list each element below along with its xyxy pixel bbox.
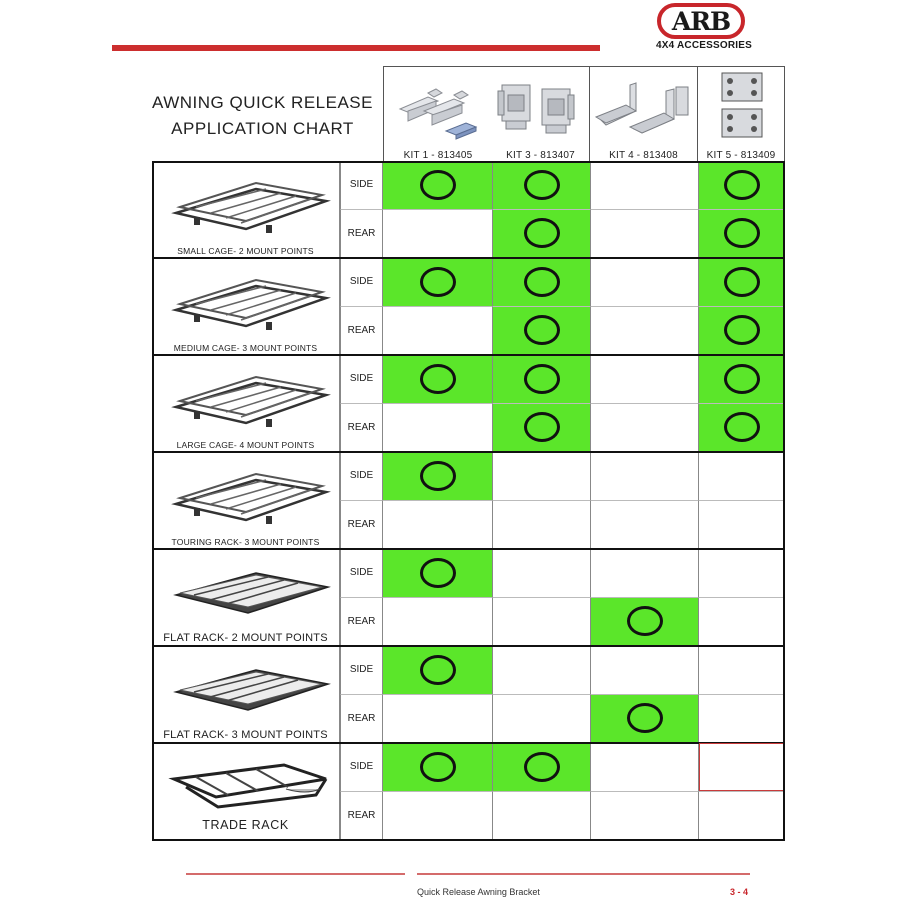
rack-label: TOURING RACK- 3 MOUNT POINTS — [171, 537, 320, 547]
roof-rack-icon — [166, 458, 336, 530]
fitment-cell — [493, 258, 591, 307]
fitment-cell — [699, 646, 785, 695]
fitment-cell — [493, 452, 591, 501]
page-number: 3 - 4 — [730, 887, 749, 897]
fitment-cell — [699, 792, 785, 841]
fitment-cell — [383, 695, 493, 744]
table-row — [340, 210, 785, 259]
fit-circle-icon — [524, 752, 560, 782]
kit-label: KIT 5 - 813409 — [706, 150, 776, 161]
fitment-cell — [493, 307, 591, 356]
mount-position-label: SIDE — [340, 161, 383, 210]
kit-5-bracket-icon — [698, 71, 785, 143]
mount-position-label: REAR — [340, 307, 383, 356]
fit-circle-icon — [724, 170, 760, 200]
fitment-cell — [699, 452, 785, 501]
rack-label: LARGE CAGE- 4 MOUNT POINTS — [176, 440, 315, 450]
header-rule — [112, 45, 600, 51]
fitment-cell — [493, 355, 591, 404]
rack-cell — [152, 355, 340, 452]
fit-circle-icon — [724, 218, 760, 248]
rack-label: FLAT RACK- 3 MOUNT POINTS — [163, 729, 328, 741]
logo-subtitle: 4X4 ACCESSORIES — [656, 40, 752, 51]
mount-position-label: SIDE — [340, 452, 383, 501]
fitment-cell — [699, 258, 785, 307]
fitment-cell — [591, 258, 699, 307]
rack-label: FLAT RACK- 2 MOUNT POINTS — [163, 632, 328, 644]
fit-circle-icon — [524, 267, 560, 297]
roof-rack-icon — [166, 264, 336, 336]
table-row — [340, 404, 785, 453]
fitment-cell — [699, 355, 785, 404]
rack-cell — [152, 258, 340, 355]
fit-circle-icon — [420, 558, 456, 588]
group-divider — [152, 742, 785, 744]
rack-cell — [152, 161, 340, 258]
fitment-cell — [591, 161, 699, 210]
table-row — [340, 549, 785, 598]
fitment-cell — [699, 307, 785, 356]
fitment-cell — [493, 695, 591, 744]
table-row — [340, 792, 785, 841]
fit-circle-icon — [724, 315, 760, 345]
group-divider — [152, 548, 785, 550]
fitment-cell — [699, 210, 785, 259]
kit-4-bracket-icon — [590, 71, 698, 143]
fit-circle-icon — [524, 170, 560, 200]
fit-circle-icon — [524, 315, 560, 345]
fitment-cell — [591, 549, 699, 598]
roof-rack-icon — [166, 555, 336, 627]
table-row — [340, 258, 785, 307]
roof-rack-icon — [166, 652, 336, 724]
table-row — [340, 452, 785, 501]
fitment-cell — [383, 646, 493, 695]
fit-circle-icon — [724, 267, 760, 297]
fitment-cell — [383, 161, 493, 210]
fitment-cell — [383, 598, 493, 647]
table-row — [340, 695, 785, 744]
rack-cell — [152, 743, 340, 840]
fitment-cell — [493, 210, 591, 259]
fitment-cell — [383, 743, 493, 792]
fitment-cell — [591, 307, 699, 356]
fitment-cell — [383, 258, 493, 307]
fitment-cell — [493, 404, 591, 453]
fitment-cell — [591, 501, 699, 550]
kit-label: KIT 1 - 813405 — [403, 150, 473, 161]
group-divider — [152, 451, 785, 453]
fitment-cell — [699, 598, 785, 647]
kit-label: KIT 3 - 813407 — [506, 150, 575, 161]
roof-rack-icon — [166, 167, 336, 239]
rack-label: SMALL CAGE- 2 MOUNT POINTS — [177, 246, 314, 256]
mount-position-label: REAR — [340, 501, 383, 550]
fitment-cell — [699, 161, 785, 210]
roof-rack-icon — [166, 749, 336, 821]
fitment-cell — [591, 646, 699, 695]
table-row — [340, 598, 785, 647]
fit-circle-icon — [420, 461, 456, 491]
rack-cell — [152, 452, 340, 549]
fit-circle-icon — [420, 267, 456, 297]
fitment-cell — [591, 598, 699, 647]
kit-header-1 — [383, 66, 493, 161]
fit-circle-icon — [524, 218, 560, 248]
mount-position-label: REAR — [340, 598, 383, 647]
kit-header-5 — [698, 66, 785, 161]
mount-position-label: SIDE — [340, 258, 383, 307]
page-title — [150, 90, 375, 142]
fitment-cell — [699, 404, 785, 453]
fit-circle-icon — [420, 655, 456, 685]
fitment-cell — [383, 210, 493, 259]
fitment-cell — [493, 598, 591, 647]
roof-rack-icon — [166, 361, 336, 433]
fit-circle-icon — [420, 752, 456, 782]
table-row — [340, 501, 785, 550]
fit-circle-icon — [524, 364, 560, 394]
fitment-cell — [383, 355, 493, 404]
kit-label: KIT 4 - 813408 — [609, 150, 678, 161]
mount-position-label: SIDE — [340, 646, 383, 695]
fitment-cell — [493, 549, 591, 598]
mount-position-label: REAR — [340, 792, 383, 841]
table-row — [340, 355, 785, 404]
kit-3-bracket-icon — [492, 71, 590, 143]
footer-rule-right — [417, 873, 750, 875]
fit-circle-icon — [627, 606, 663, 636]
fit-circle-icon — [724, 364, 760, 394]
fitment-cell — [493, 501, 591, 550]
fitment-cell — [383, 452, 493, 501]
title-line-1: AWNING QUICK RELEASE — [152, 93, 373, 112]
mount-position-label: REAR — [340, 210, 383, 259]
rack-label: MEDIUM CAGE- 3 MOUNT POINTS — [173, 343, 318, 353]
fit-circle-icon — [724, 412, 760, 442]
fitment-cell — [591, 355, 699, 404]
rack-cell — [152, 646, 340, 743]
arb-logo — [657, 3, 745, 39]
fitment-cell — [699, 501, 785, 550]
fitment-cell — [493, 161, 591, 210]
mount-position-label: REAR — [340, 404, 383, 453]
mount-position-label: SIDE — [340, 355, 383, 404]
fitment-cell — [493, 792, 591, 841]
rack-cell — [152, 549, 340, 646]
empty-marker-box — [699, 743, 785, 791]
logo-text: ARB — [671, 6, 731, 36]
rack-label: TRADE RACK — [202, 818, 289, 832]
mount-position-label: SIDE — [340, 743, 383, 792]
fit-circle-icon — [420, 364, 456, 394]
title-line-2: APPLICATION CHART — [171, 119, 354, 138]
group-divider — [152, 257, 785, 259]
kit-1-bracket-icon — [384, 71, 494, 143]
mount-position-label: SIDE — [340, 549, 383, 598]
fitment-cell — [383, 404, 493, 453]
footer-rule-left — [186, 873, 405, 875]
mount-position-label: REAR — [340, 695, 383, 744]
fitment-cell — [591, 695, 699, 744]
fitment-cell — [591, 452, 699, 501]
fit-circle-icon — [524, 412, 560, 442]
group-divider — [152, 354, 785, 356]
fitment-cell — [383, 792, 493, 841]
fitment-cell — [383, 307, 493, 356]
kit-header-4 — [590, 66, 698, 161]
fitment-cell — [383, 501, 493, 550]
table-row — [340, 646, 785, 695]
fitment-cell — [493, 646, 591, 695]
fitment-cell — [591, 792, 699, 841]
fitment-cell — [591, 404, 699, 453]
fit-circle-icon — [627, 703, 663, 733]
footer-text: Quick Release Awning Bracket — [417, 887, 540, 897]
kit-header-3 — [492, 66, 590, 161]
group-divider — [152, 645, 785, 647]
table-row — [340, 307, 785, 356]
fitment-cell — [493, 743, 591, 792]
fit-circle-icon — [420, 170, 456, 200]
fitment-cell — [591, 743, 699, 792]
table-row — [340, 161, 785, 210]
fitment-cell — [591, 210, 699, 259]
fitment-cell — [383, 549, 493, 598]
fitment-cell — [699, 695, 785, 744]
fitment-cell — [699, 549, 785, 598]
